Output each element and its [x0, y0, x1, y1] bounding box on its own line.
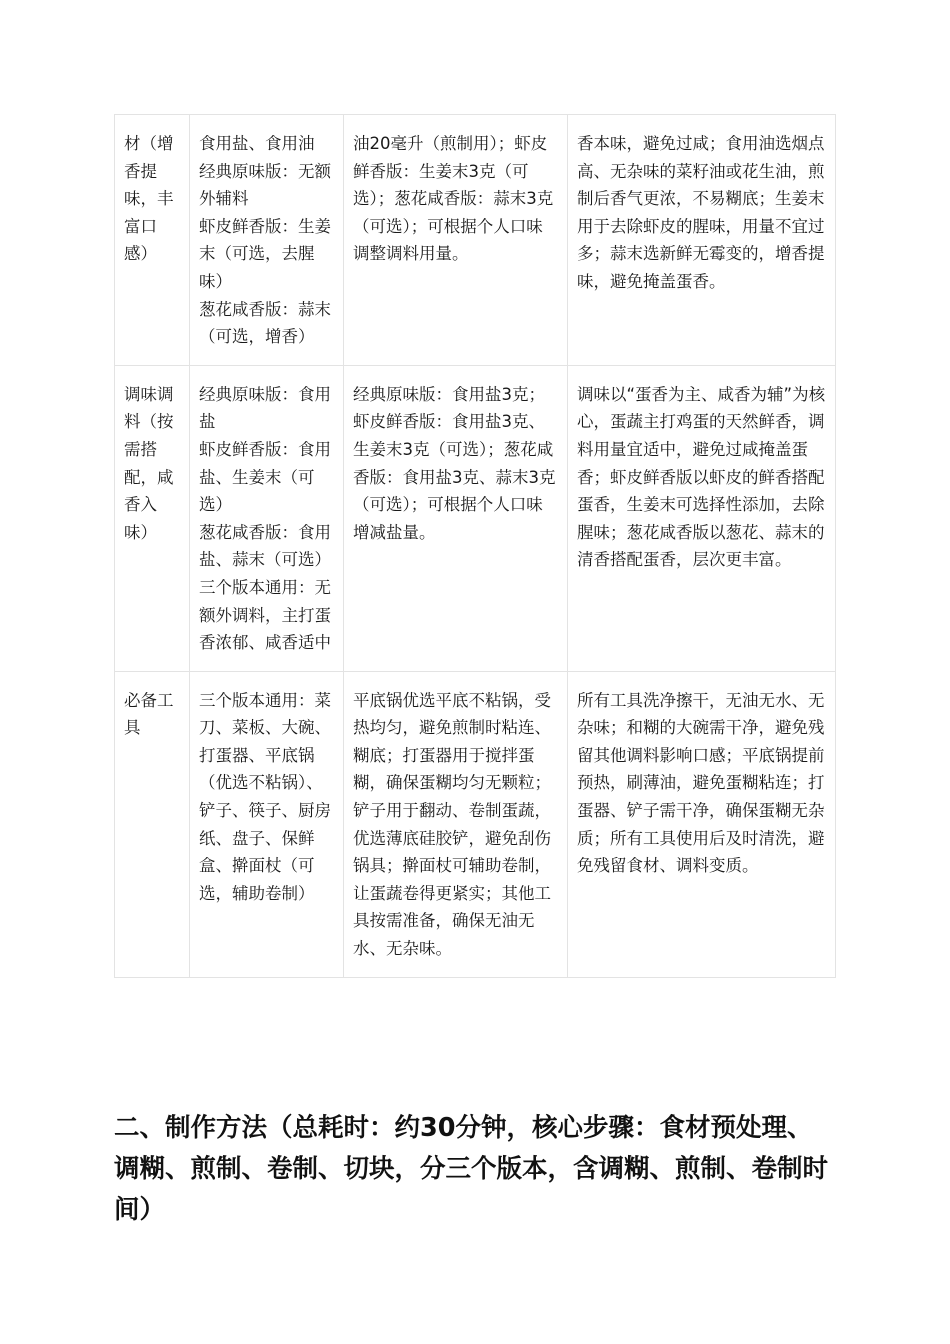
item-line: 三个版本通用：无额外调料，主打蛋香浓郁、咸香适中	[199, 577, 331, 653]
table-row	[115, 671, 836, 977]
item-line: 葱花咸香版：食用盐、蒜末（可选）	[199, 522, 331, 570]
notes-cell: 调味以“蛋香为主、咸香为辅”为核心，蛋蔬主打鸡蛋的天然鲜香，调料用量宜适中，避免过咸掩盖蛋香；虾皮鲜香版以虾皮的鲜香搭配蛋香，生姜末可选择性添加，去除腥味；葱花咸香版以葱花、蒜末的清香搭配蛋香，层次更丰富。	[568, 365, 836, 671]
category-cell: 材（增香提味，丰富口感）	[115, 115, 190, 366]
items-cell	[190, 115, 344, 366]
notes-cell: 所有工具洗净擦干，无油无水、无杂味；和糊的大碗需干净，避免残留其他调料影响口感；平底锅提前预热，刷薄油，避免蛋糊粘连；打蛋器、铲子需干净，确保蛋糊无杂质；所有工具使用后及时清洗，避免残留食材、调料变质。	[568, 671, 836, 977]
item-line: 经典原味版：无额外辅料	[199, 161, 331, 209]
item-line: 食用盐、食用油	[199, 134, 315, 153]
notes-cell: 香本味，避免过咸；食用油选烟点高、无杂味的菜籽油或花生油，煎制后香气更浓，不易糊底；生姜末用于去除虾皮的腥味，用量不宜过多；蒜末选新鲜无霉变的，增香提味，避免掩盖蛋香。	[568, 115, 836, 366]
table-row	[115, 115, 836, 366]
amount-cell: 经典原味版：食用盐3克；虾皮鲜香版：食用盐3克、生姜末3克（可选）；葱花咸香版：食用盐3克、蒜末3克（可选）；可根据个人口味增减盐量。	[344, 365, 568, 671]
items-cell	[190, 671, 344, 977]
item-line: 三个版本通用：菜刀、菜板、大碗、打蛋器、平底锅（优选不粘锅）、铲子、筷子、厨房纸、盘子、保鲜盒、擀面杖（可选，辅助卷制）	[199, 690, 331, 903]
amount-cell: 平底锅优选平底不粘锅，受热均匀，避免煎制时粘连、糊底；打蛋器用于搅拌蛋糊，确保蛋糊均匀无颗粒；铲子用于翻动、卷制蛋蔬，优选薄底硅胶铲，避免刮伤锅具；擀面杖可辅助卷制，让蛋蔬卷得更紧实；其他工具按需准备，确保无油无水、无杂味。	[344, 671, 568, 977]
amount-cell: 油20毫升（煎制用）；虾皮鲜香版：生姜末3克（可选）；葱花咸香版：蒜末3克（可选）；可根据个人口味调整调料用量。	[344, 115, 568, 366]
table-row	[115, 365, 836, 671]
section-heading: 二、制作方法（总耗时：约30分钟，核心步骤：食材预处理、调糊、煎制、卷制、切块，分三个版本，含调糊、煎制、卷制时间）	[114, 1113, 829, 1225]
category-cell: 必备工具	[115, 671, 190, 977]
items-cell	[190, 365, 344, 671]
item-line: 葱花咸香版：蒜末（可选，增香）	[199, 299, 331, 347]
category-cell: 调味调料（按需搭配，咸香入味）	[115, 365, 190, 671]
item-line: 虾皮鲜香版：食用盐、生姜末（可选）	[199, 439, 331, 515]
item-line: 经典原味版：食用盐	[199, 384, 331, 432]
item-line: 虾皮鲜香版：生姜末（可选，去腥味）	[199, 216, 331, 291]
ingredients-table	[114, 114, 836, 978]
